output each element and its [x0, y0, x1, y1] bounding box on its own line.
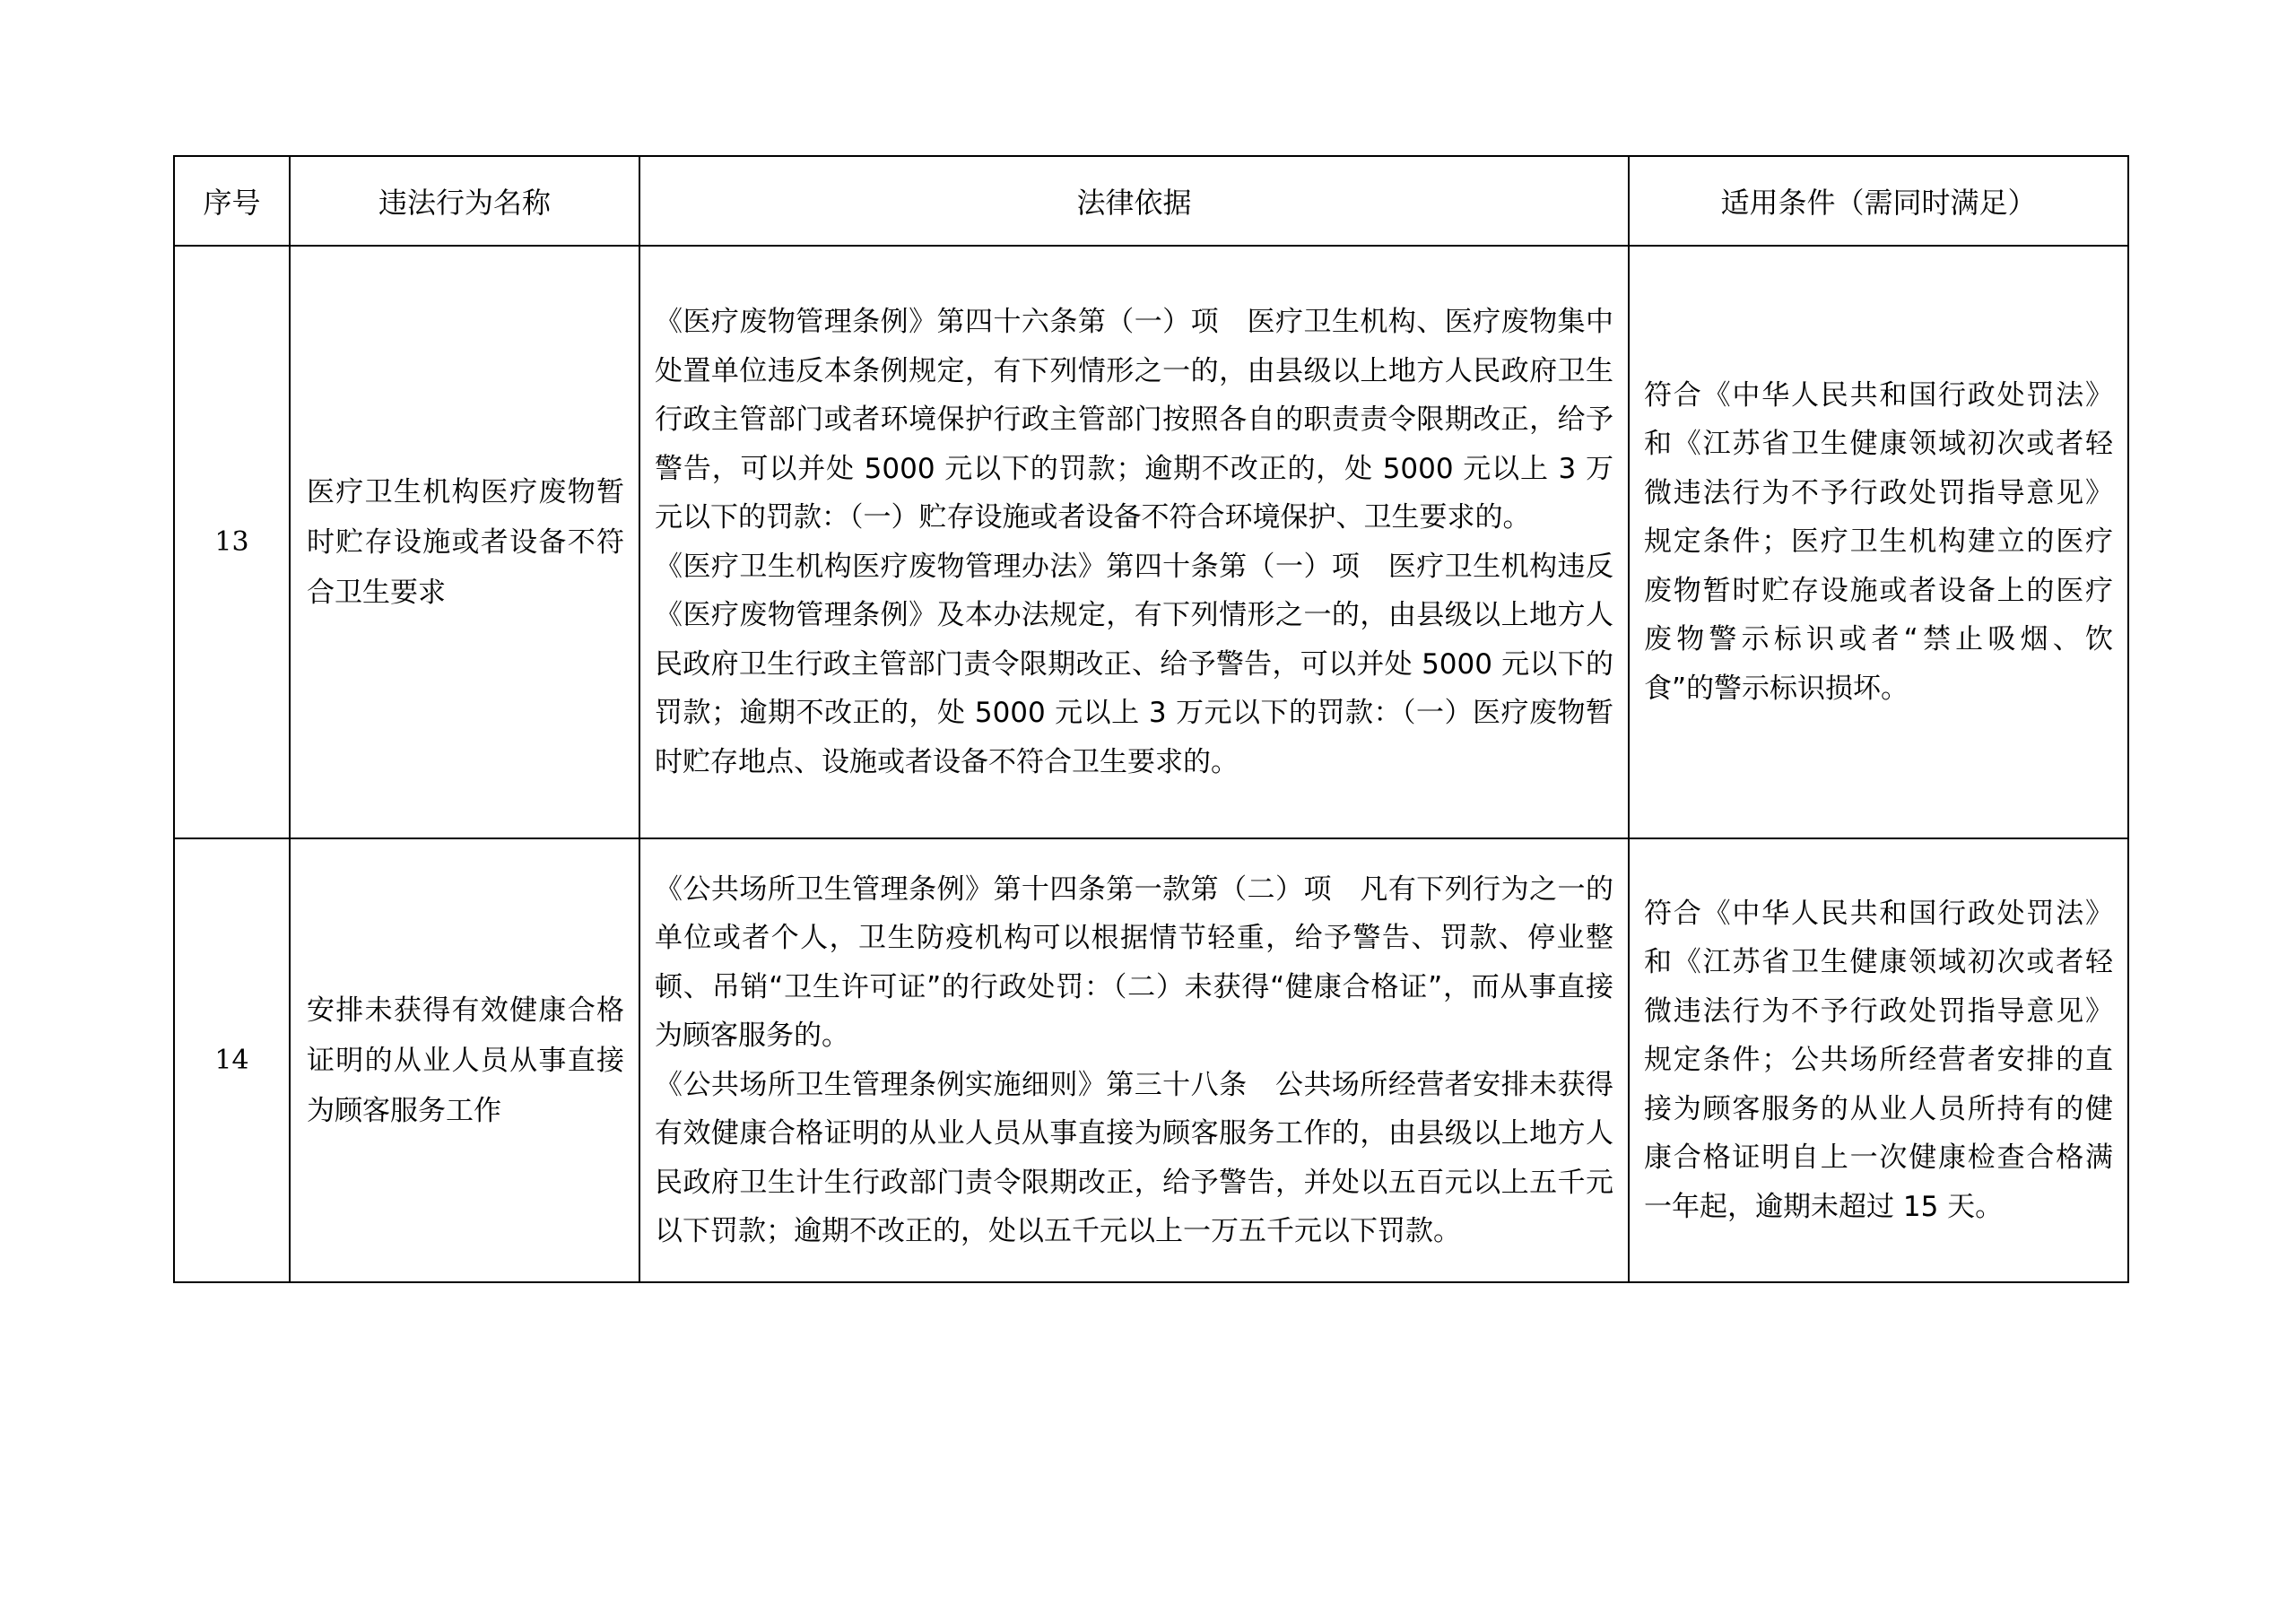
header-legal-basis: 法律依据	[639, 156, 1629, 246]
violation-name: 医疗卫生机构医疗废物暂时贮存设施或者设备不符合卫生要求	[290, 246, 639, 838]
table-row	[174, 246, 2128, 838]
header-no: 序号	[174, 156, 290, 246]
legal-basis-cell	[639, 246, 1629, 838]
applicable-conditions: 符合《中华人民共和国行政处罚法》和《江苏省卫生健康领域初次或者轻微违法行为不予行政处罚指导意见》规定条件；公共场所经营者安排的直接为顾客服务的从业人员所持有的健康合格证明自上一次健康检查合格满一年起，逾期未超过 15 天。	[1629, 838, 2128, 1282]
legal-basis-paragraph: 《医疗卫生机构医疗废物管理办法》第四十条第（一）项 医疗卫生机构违反《医疗废物管理条例》及本办法规定，有下列情形之一的，由县级以上地方人民政府卫生行政主管部门责令限期改正、给予警告，可以并处 5000 元以下的罚款；逾期不改正的，处 5000 元以上 3 万元以下的罚款：（一）医疗废物暂时贮存地点、设施或者设备不符合卫生要求的。	[655, 550, 1613, 778]
violation-name: 安排未获得有效健康合格证明的从业人员从事直接为顾客服务工作	[290, 838, 639, 1282]
table-header-row	[174, 156, 2128, 246]
row-number: 14	[174, 838, 290, 1282]
legal-basis-paragraph: 《公共场所卫生管理条例》第十四条第一款第（二）项 凡有下列行为之一的单位或者个人，卫生防疫机构可以根据情节轻重，给予警告、罚款、停业整顿、吊销“卫生许可证”的行政处罚：（二）未获得“健康合格证”，而从事直接为顾客服务的。	[655, 872, 1613, 1052]
applicable-conditions: 符合《中华人民共和国行政处罚法》和《江苏省卫生健康领域初次或者轻微违法行为不予行政处罚指导意见》规定条件；医疗卫生机构建立的医疗废物暂时贮存设施或者设备上的医疗废物警示标识或者“禁止吸烟、饮食”的警示标识损坏。	[1629, 246, 2128, 838]
header-violation-name: 违法行为名称	[290, 156, 639, 246]
legal-basis-paragraph: 《医疗废物管理条例》第四十六条第（一）项 医疗卫生机构、医疗废物集中处置单位违反本条例规定，有下列情形之一的，由县级以上地方人民政府卫生行政主管部门或者环境保护行政主管部门按照各自的职责责令限期改正，给予警告，可以并处 5000 元以下的罚款；逾期不改正的，处 5000 元以上 3 万元以下的罚款：（一）贮存设施或者设备不符合环境保护、卫生要求的。	[655, 306, 1613, 534]
row-number: 13	[174, 246, 290, 838]
legal-basis-cell	[639, 838, 1629, 1282]
legal-basis-paragraph: 《公共场所卫生管理条例实施细则》第三十八条 公共场所经营者安排未获得有效健康合格证明的从业人员从事直接为顾客服务工作的，由县级以上地方人民政府卫生计生行政部门责令限期改正，给予警告，并处以五百元以上五千元以下罚款；逾期不改正的，处以五千元以上一万五千元以下罚款。	[655, 1068, 1613, 1247]
table-row	[174, 838, 2128, 1282]
penalty-exemption-table	[173, 155, 2129, 1283]
header-applicable-conditions: 适用条件（需同时满足）	[1629, 156, 2128, 246]
